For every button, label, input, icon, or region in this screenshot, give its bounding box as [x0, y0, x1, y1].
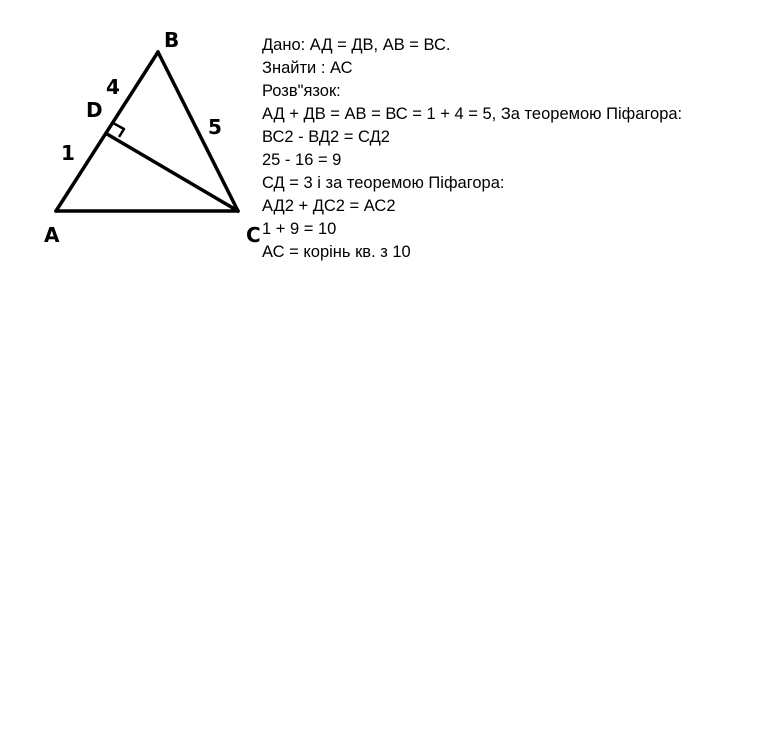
solution-step: 25 - 16 = 9 — [262, 151, 342, 169]
solution-step: ВС2 - ВД2 = СД2 — [262, 128, 390, 146]
length-ad-label: 1 — [61, 141, 75, 165]
vertex-c-label: C — [246, 223, 261, 247]
solution-step: АД + ДВ = АВ = ВС = 1 + 4 = 5, За теоремою Піфагора: — [262, 105, 683, 123]
solution-step: 1 + 9 = 10 — [262, 220, 337, 238]
answer-line: АС = корінь кв. з 10 — [262, 243, 411, 261]
vertex-d-label: D — [86, 98, 103, 122]
solution-heading: Розв"язок: — [262, 82, 341, 100]
length-bc-label: 5 — [208, 115, 222, 139]
solution-step: АД2 + ДС2 = АС2 — [262, 197, 396, 215]
solution-step: СД = 3 і за теоремою Піфагора: — [262, 174, 505, 192]
solution-text — [262, 34, 682, 264]
vertex-a-label: A — [44, 223, 60, 247]
find-line: Знайти : АС — [262, 59, 353, 77]
right-angle-mark — [113, 123, 124, 137]
given-line: Дано: АД = ДВ, АВ = ВС. — [262, 36, 451, 54]
vertex-b-label: B — [164, 28, 180, 52]
length-db-label: 4 — [106, 75, 120, 99]
